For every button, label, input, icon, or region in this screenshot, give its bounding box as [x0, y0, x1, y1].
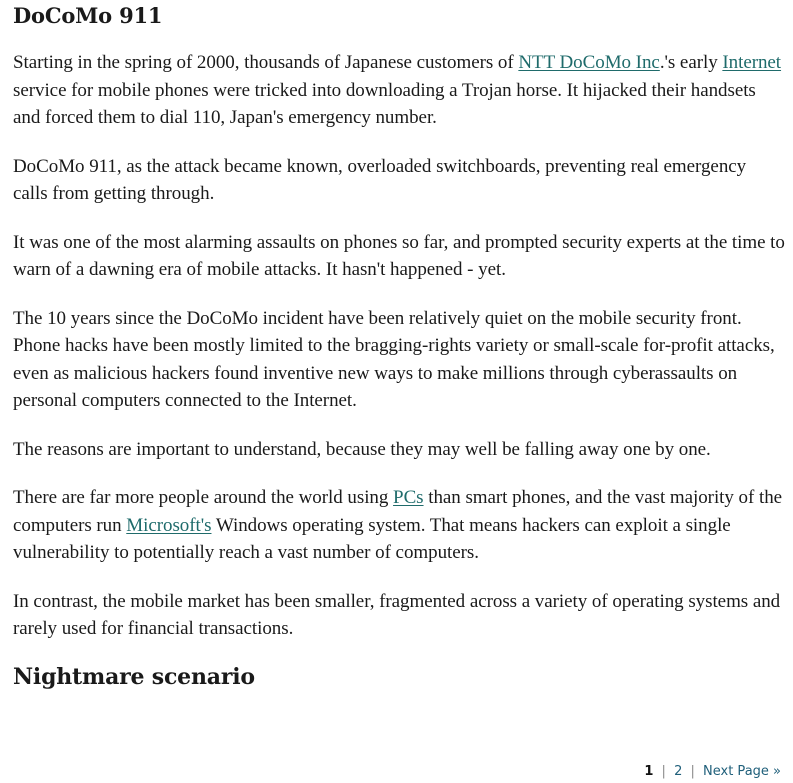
pagination	[644, 764, 781, 779]
pagination-page-2-link[interactable]: 2	[674, 764, 683, 779]
link-pcs[interactable]: PCs	[393, 487, 424, 508]
paragraph-6-text-c: Windows operating system. That means hackers can exploit a single vulnerability to potentially reach a vast number of computers.	[13, 514, 731, 563]
paragraph-1-text-c: service for mobile phones were tricked into downloading a Trojan horse. It hijacked their handsets and forced them to dial 110, Japan's emergency number.	[13, 79, 756, 128]
paragraph-1-text-b: .'s early	[659, 52, 723, 73]
pagination-next-page-link[interactable]: Next Page »	[703, 764, 781, 779]
paragraph-6-text-a: There are far more people around the world using	[13, 487, 394, 508]
paragraph-5: The reasons are important to understand, because they may well be falling away one by one.	[13, 438, 711, 460]
paragraph-2: DoCoMo 911, as the attack became known, overloaded switchboards, preventing real emergency calls from getting through.	[13, 155, 747, 204]
paragraph-1-text-a: Starting in the spring of 2000, thousands of Japanese customers of	[13, 52, 519, 73]
paragraph-6	[13, 484, 785, 567]
paragraph-3: It was one of the most alarming assaults on phones so far, and prompted security experts at the time to warn of a dawning era of mobile attacks. It hasn't happened - yet.	[13, 231, 785, 280]
pagination-divider: |	[661, 764, 666, 779]
link-internet[interactable]: Internet	[722, 52, 782, 73]
paragraph-7: In contrast, the mobile market has been smaller, fragmented across a variety of operating systems and rarely used for financial transactions.	[13, 590, 781, 639]
article-body	[13, 0, 785, 691]
section-heading-nightmare-scenario: Nightmare scenario	[13, 663, 255, 690]
link-ntt-docomo[interactable]: NTT DoCoMo Inc	[518, 52, 660, 73]
pagination-current-page: 1	[644, 764, 654, 779]
paragraph-6-text-b: than smart phones, and the vast majority of the computers run	[13, 487, 783, 536]
paragraph-1	[13, 49, 785, 132]
paragraph-4: The 10 years since the DoCoMo incident have been relatively quiet on the mobile security front. Phone hacks have been mostly limited to the bragging-rights variety or small-scale for-profit attacks, even as malicious hackers found inventive new ways to make millions through cyberassaults on personal computers connected to the Internet.	[13, 307, 775, 411]
link-microsoft[interactable]: Microsoft's	[126, 514, 212, 536]
pagination-divider: |	[690, 764, 695, 779]
section-heading-docomo-911: DoCoMo 911	[13, 3, 163, 28]
